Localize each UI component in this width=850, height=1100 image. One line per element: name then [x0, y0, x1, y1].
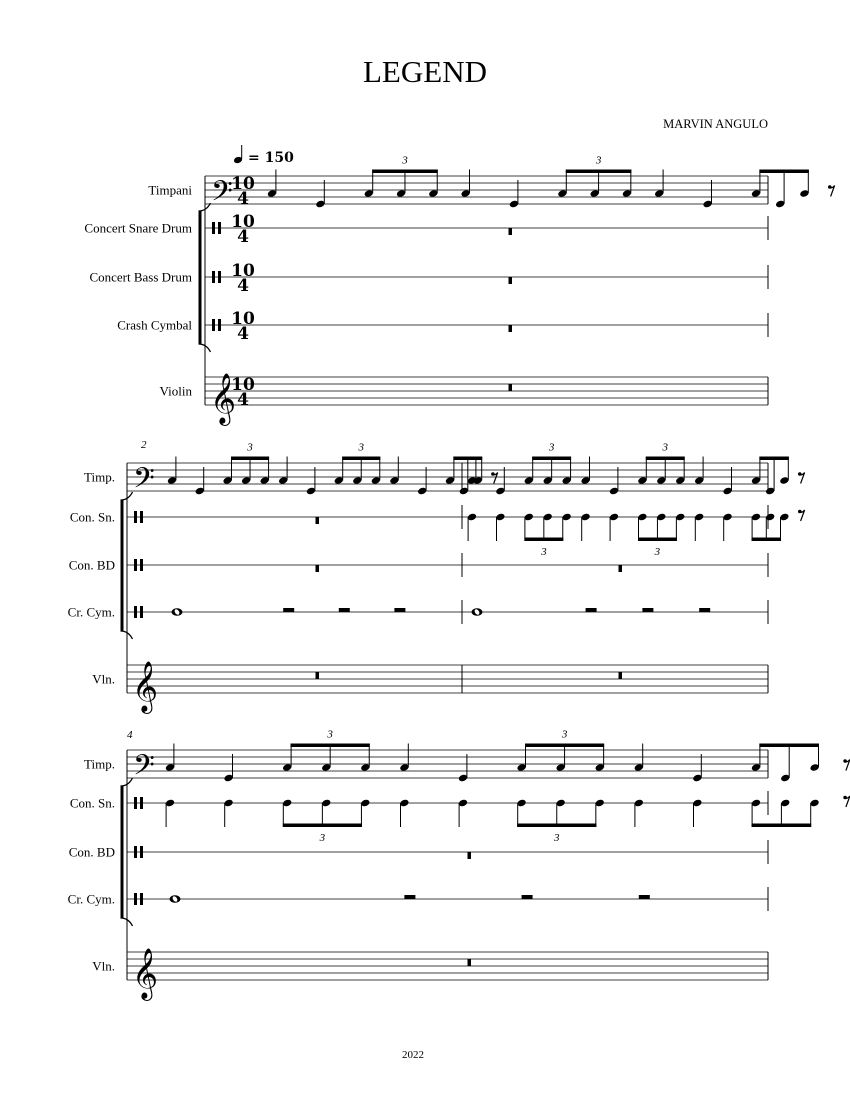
beam: [532, 457, 571, 461]
composer-name: MARVIN ANGULO: [663, 117, 768, 131]
beam: [291, 744, 370, 748]
percussion-clef-icon: [140, 893, 143, 905]
bar-rest: [619, 565, 623, 572]
instrument-label-snare: Con. Sn.: [69, 509, 115, 525]
beam: [525, 744, 604, 748]
measure-number: 4: [127, 729, 133, 741]
instrument-label-bass_drum: Concert Bass Drum: [89, 269, 192, 285]
percussion-clef-icon: [140, 797, 143, 809]
time-signature-denominator: 4: [237, 189, 249, 209]
eighth-rest-dot: [828, 185, 832, 189]
percussion-clef-icon: [212, 319, 215, 331]
treble-clef-icon: 𝄞: [210, 373, 237, 424]
bass-clef-icon: 𝄢: [133, 462, 155, 502]
tuplet-number: 3: [654, 546, 661, 558]
eighth-rest-dot: [798, 472, 802, 476]
group-bracket: [199, 211, 202, 344]
tuplet-number: 3: [662, 441, 668, 454]
time-signature-numerator: 10: [231, 174, 255, 194]
instrument-label-cymbal: Cr. Cym.: [67, 604, 115, 620]
beam: [342, 457, 380, 461]
instrument-label-timpani: Timp.: [84, 756, 115, 772]
instrument-label-cymbal: Cr. Cym.: [67, 891, 115, 907]
percussion-clef-icon: [218, 319, 221, 331]
bass-clef-icon: 𝄢: [211, 175, 233, 215]
bar-rest: [619, 672, 623, 679]
group-bracket: [121, 786, 124, 918]
bar-rest: [509, 325, 513, 332]
half-rest: [699, 608, 710, 612]
percussion-clef-icon: [140, 606, 143, 618]
tuplet-number: 3: [595, 154, 602, 167]
half-rest: [404, 895, 415, 899]
instrument-label-timpani: Timp.: [84, 469, 115, 485]
percussion-clef-icon: [140, 559, 143, 571]
beam: [759, 170, 808, 174]
tempo-marking: [233, 145, 294, 166]
instrument-label-violin: Violin: [159, 383, 192, 399]
eighth-rest-dot: [491, 472, 495, 476]
beam: [638, 538, 677, 542]
beam: [752, 824, 812, 828]
percussion-clef-icon: [140, 511, 143, 523]
time-signature-denominator: 4: [237, 324, 249, 344]
beam: [566, 170, 632, 174]
instrument-label-violin: Vln.: [92, 671, 115, 687]
tuplet-number: 3: [548, 441, 555, 454]
time-signature-numerator: 10: [231, 212, 255, 232]
beam: [752, 538, 781, 542]
percussion-clef-icon: [218, 271, 221, 283]
tuplet-number: 3: [561, 728, 568, 741]
percussion-clef-icon: [212, 222, 215, 234]
bar-rest: [468, 852, 472, 859]
instrument-label-snare: Con. Sn.: [69, 795, 115, 811]
percussion-clef-icon: [134, 797, 137, 809]
bar-rest: [509, 384, 513, 391]
eighth-rest-dot: [798, 510, 802, 514]
score-title: LEGEND: [363, 54, 487, 89]
beam: [524, 538, 563, 542]
percussion-clef-icon: [218, 222, 221, 234]
tuplet-number: 3: [541, 546, 547, 558]
beam: [283, 824, 362, 828]
eighth-rest-dot: [843, 759, 847, 763]
time-signature-denominator: 4: [237, 390, 249, 410]
instrument-label-violin: Vln.: [92, 958, 115, 974]
beam: [231, 457, 269, 461]
percussion-clef-icon: [134, 606, 137, 618]
beam: [759, 744, 819, 748]
treble-clef-icon: 𝄞: [132, 948, 159, 999]
tuplet-number: 3: [554, 832, 560, 844]
beam: [517, 824, 596, 828]
half-rest: [339, 608, 350, 612]
half-rest: [394, 608, 405, 612]
bar-rest: [509, 277, 513, 284]
time-signature-numerator: 10: [231, 261, 255, 281]
half-rest: [639, 895, 650, 899]
instrument-label-bass_drum: Con. BD: [68, 557, 115, 573]
tuplet-number: 3: [402, 154, 408, 167]
bass-clef-icon: 𝄢: [133, 749, 155, 789]
tuplet-number: 3: [358, 441, 364, 454]
bar-rest: [468, 959, 472, 966]
half-rest: [522, 895, 533, 899]
half-rest: [283, 608, 294, 612]
percussion-clef-icon: [134, 893, 137, 905]
tempo-text: = 150: [248, 150, 294, 166]
tuplet-number: 3: [247, 441, 253, 454]
bar-rest: [316, 517, 320, 524]
tuplet-number: 3: [327, 728, 333, 741]
percussion-clef-icon: [212, 271, 215, 283]
bar-rest: [316, 672, 320, 679]
percussion-clef-icon: [140, 846, 143, 858]
time-signature-numerator: 10: [231, 309, 255, 329]
percussion-clef-icon: [134, 511, 137, 523]
instrument-label-bass_drum: Con. BD: [68, 844, 115, 860]
eighth-rest-dot: [843, 796, 847, 800]
percussion-clef-icon: [134, 559, 137, 571]
tuplet-number: 3: [319, 832, 326, 844]
time-signature-denominator: 4: [237, 276, 249, 296]
bar-rest: [509, 228, 513, 235]
percussion-clef-icon: [134, 846, 137, 858]
measure-number: 2: [141, 439, 147, 451]
half-rest: [586, 608, 597, 612]
instrument-label-cymbal: Crash Cymbal: [117, 317, 192, 333]
instrument-label-timpani: Timpani: [148, 182, 192, 198]
bar-rest: [316, 565, 320, 572]
instrument-label-snare: Concert Snare Drum: [84, 220, 192, 236]
treble-clef-icon: 𝄞: [132, 661, 159, 712]
time-signature-numerator: 10: [231, 375, 255, 395]
time-signature-denominator: 4: [237, 227, 249, 247]
beam: [759, 457, 788, 461]
beam: [453, 457, 482, 461]
beam: [372, 170, 438, 174]
half-rest: [642, 608, 653, 612]
beam: [646, 457, 685, 461]
group-bracket: [121, 500, 124, 631]
footer-year: 2022: [402, 1049, 424, 1061]
